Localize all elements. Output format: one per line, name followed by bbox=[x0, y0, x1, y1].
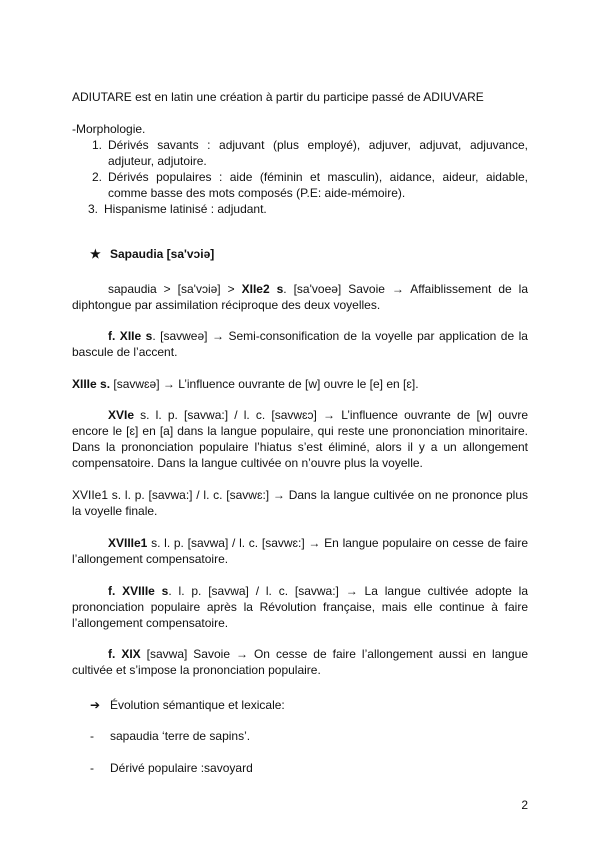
dash-bullet: - bbox=[90, 761, 94, 775]
star-icon: ★ bbox=[90, 247, 101, 261]
morphology-list bbox=[72, 137, 528, 217]
paragraph-text: . [sa'voeə] Savoie → Affaiblissement de la diphtongue par assimilation réciproque des deux voyelles. bbox=[72, 282, 528, 312]
list-item bbox=[72, 169, 528, 201]
paragraph-text: XVIIe1 s. l. p. [savwa:] / l. c. [savwɛ:] → Dans la langue cultivée on ne prononce plus la voyelle finale. bbox=[72, 488, 528, 518]
paragraph-text: . l. p. [savwa] / l. c. [savwa:] → La langue cultivée adopte la prononciation populaire après la Révolution française, mais elle continue à faire l’allongement compensatoire. bbox=[72, 584, 528, 630]
list-item bbox=[72, 137, 528, 169]
evolution-heading bbox=[90, 697, 285, 713]
paragraph bbox=[72, 328, 528, 360]
list-item-text: Dérivés populaires : aide (féminin et masculin), aidance, aideur, aidable, comme basse des mots composés (P.E: aide-mémoire). bbox=[108, 170, 528, 200]
paragraph-text: [savwa] Savoie → On cesse de faire l’allongement aussi en langue cultivée et s’impose la prononciation populaire. bbox=[72, 647, 528, 677]
page-number: 2 bbox=[521, 798, 528, 812]
paragraph-text: [savwɛə] → L’influence ouvrante de [w] ouvre le [e] en [ɛ]. bbox=[110, 377, 419, 391]
list-item-text: sapaudia ‘terre de sapins’. bbox=[110, 729, 251, 743]
arrow-right-icon: ➔ bbox=[90, 698, 101, 712]
paragraph-text: sapaudia > [sa'vɔiə] > bbox=[108, 282, 242, 296]
paragraph-text: s. l. p. [savwa] / l. c. [savwɛ:] → En langue populaire on cesse de faire l’allongement compensatoire. bbox=[72, 536, 528, 566]
paragraph bbox=[72, 407, 528, 471]
paragraph-period: XVIIIe1 bbox=[108, 536, 148, 550]
paragraph-period: f. XVIIIe s bbox=[108, 584, 169, 598]
list-item bbox=[72, 201, 528, 217]
paragraph-period: f. XIIe s bbox=[108, 329, 153, 343]
paragraph bbox=[72, 535, 528, 567]
list-number: 2. bbox=[92, 170, 103, 184]
list-item-text: Dérivés savants : adjuvant (plus employé), adjuver, adjuvat, adjuvance, adjuteur, adjutoire. bbox=[108, 138, 528, 168]
list-item bbox=[90, 760, 253, 776]
dash-bullet: - bbox=[90, 729, 94, 743]
paragraph-period: XIIIe s. bbox=[72, 377, 111, 391]
paragraph bbox=[72, 281, 528, 313]
paragraph bbox=[72, 646, 528, 678]
paragraph-text: . [savweə] → Semi-consonification de la voyelle par application de la bascule de l’accent. bbox=[72, 329, 528, 359]
evolution-title: Évolution sémantique et lexicale: bbox=[110, 698, 285, 712]
sapaudia-title: Sapaudia [sa'vɔiə] bbox=[110, 247, 215, 261]
intro-paragraph: ADIUTARE est en latin une création à partir du participe passé de ADIUVARE bbox=[72, 90, 484, 104]
list-item bbox=[90, 728, 250, 744]
paragraph-text: s. l. p. [savwa:] / l. c. [savwɛɔ] → L’influence ouvrante de [w] ouvre encore le [ɛ] en [a] dans la langue populaire, qui reste une prononciation minoritaire. Dans la prononciation populaire l’hiatus s’est éliminé, alors il y a un allongement compensatoire. Dans la langue cultivée on n’ouvre plus la voyelle. bbox=[72, 408, 528, 470]
list-number: 3. bbox=[88, 202, 99, 216]
list-item-text: Hispanisme latinisé : adjudant. bbox=[104, 202, 267, 216]
morphology-heading: -Morphologie. bbox=[72, 122, 146, 136]
paragraph bbox=[72, 376, 528, 392]
paragraph-period: XVIe bbox=[108, 408, 135, 422]
paragraph bbox=[72, 487, 528, 519]
paragraph-period: XIIe2 s bbox=[241, 282, 284, 296]
list-number: 1. bbox=[92, 138, 103, 152]
paragraph-period: f. XIX bbox=[108, 647, 141, 661]
sapaudia-heading bbox=[90, 246, 214, 262]
list-item-text: Dérivé populaire :savoyard bbox=[110, 761, 253, 775]
paragraph bbox=[72, 583, 528, 631]
